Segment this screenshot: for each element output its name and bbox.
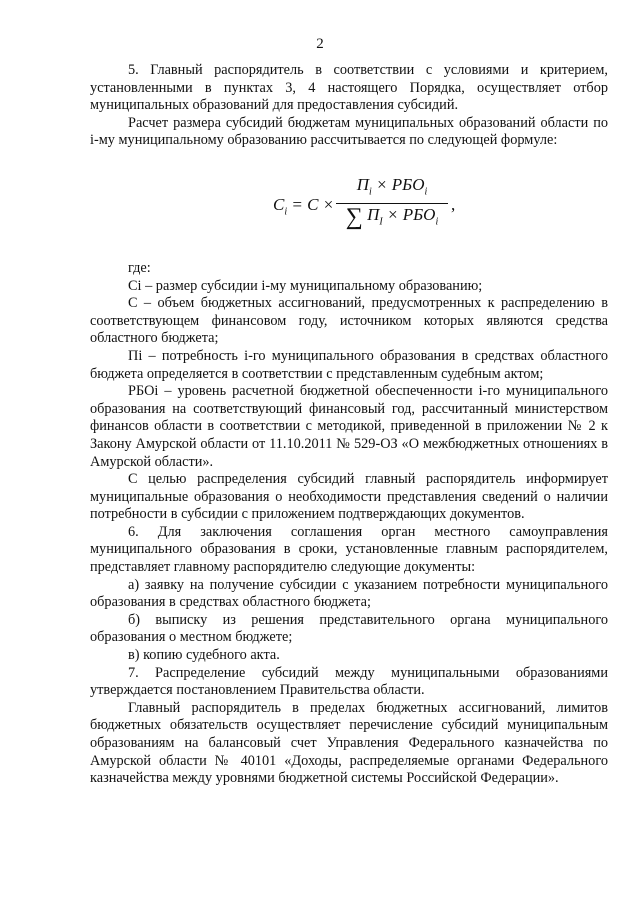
final-paragraph: Главный распорядитель в пределах бюджетных ассигнований, лимитов бюджетных обязательств осуществляет перечисление субсидий муниципальным образованиям на балансовый счет Управления Федерального казначейства по Амурской области № 40101 «Доходы, распределяемые органами Федерального казначейства между уровнями бюджетной системы Российской Федерации». [90,699,608,787]
definition-rbo: РБОi – уровень расчетной бюджетной обеспеченности i-го муниципального образования на соответствующий финансовый год, рассчитанный министерством финансов области в соответствии с методикой, приведенной в приложении № 2 к Закону Амурской области от 11.10.2011 № 529-ОЗ «О межбюджетных отношениях в Амурской области». [90,383,608,470]
formula-comma: , [451,194,456,214]
definition-ci: Ci – размер субсидии i-му муниципальному образованию; [128,277,483,294]
calculation-intro: Расчет размера субсидий бюджетам муниципальных образований области по i-му муниципальному образованию рассчитывается по следующей формуле: [90,114,608,149]
formula-fraction [336,176,448,231]
definition-pi: Пi – потребность i-го муниципального образования в средствах областного бюджета определяется в соответствии с представленным судебным актом; [90,347,608,382]
inform-paragraph: С целью распределения субсидий главный распорядитель информирует муниципальные образования о необходимости представления сведений о наличии потребности в субсидии с приложением подтверждающих документов. [90,471,608,523]
paragraph-7: 7. Распределение субсидий между муниципальными образованиями утверждается постановлением Правительства области. [90,664,608,699]
formula-denominator: ∑ $П_I \times РБО_i$ [345,203,439,230]
paragraph-6b: б) выписку из решения представительного органа муниципального образования о местном бюджете; [90,611,608,646]
subsidy-formula [90,168,608,248]
formula-numerator: $П_i \times РБО_i$ [336,176,448,204]
paragraph-6a: а) заявку на получение субсидии с указанием потребности муниципального образования в средствах областного бюджета; [90,576,608,611]
definition-c: С – объем бюджетных ассигнований, предусмотренных к распределению в соответствующем финансовом году, источником которых являются средства областного бюджета; [90,295,608,347]
paragraph-6: 6. Для заключения соглашения орган местного самоуправления муниципального образования в сроки, установленные главным распорядителем, представляет главному распорядителю следующие документы: [90,523,608,576]
paragraph-5: 5. Главный распорядитель в соответствии с условиями и критерием, установленными в пунктах 3, 4 настоящего Порядка, осуществляет отбор муниципальных образований для предоставления субсидий. [90,62,608,114]
paragraph-6c: в) копию судебного акта. [128,647,280,664]
formula-lhs: $C_i = C$ × [273,194,335,218]
page-number: 2 [316,36,324,52]
sum-symbol: ∑ [345,203,363,230]
where-label: где: [128,259,151,276]
document-body [90,62,608,788]
